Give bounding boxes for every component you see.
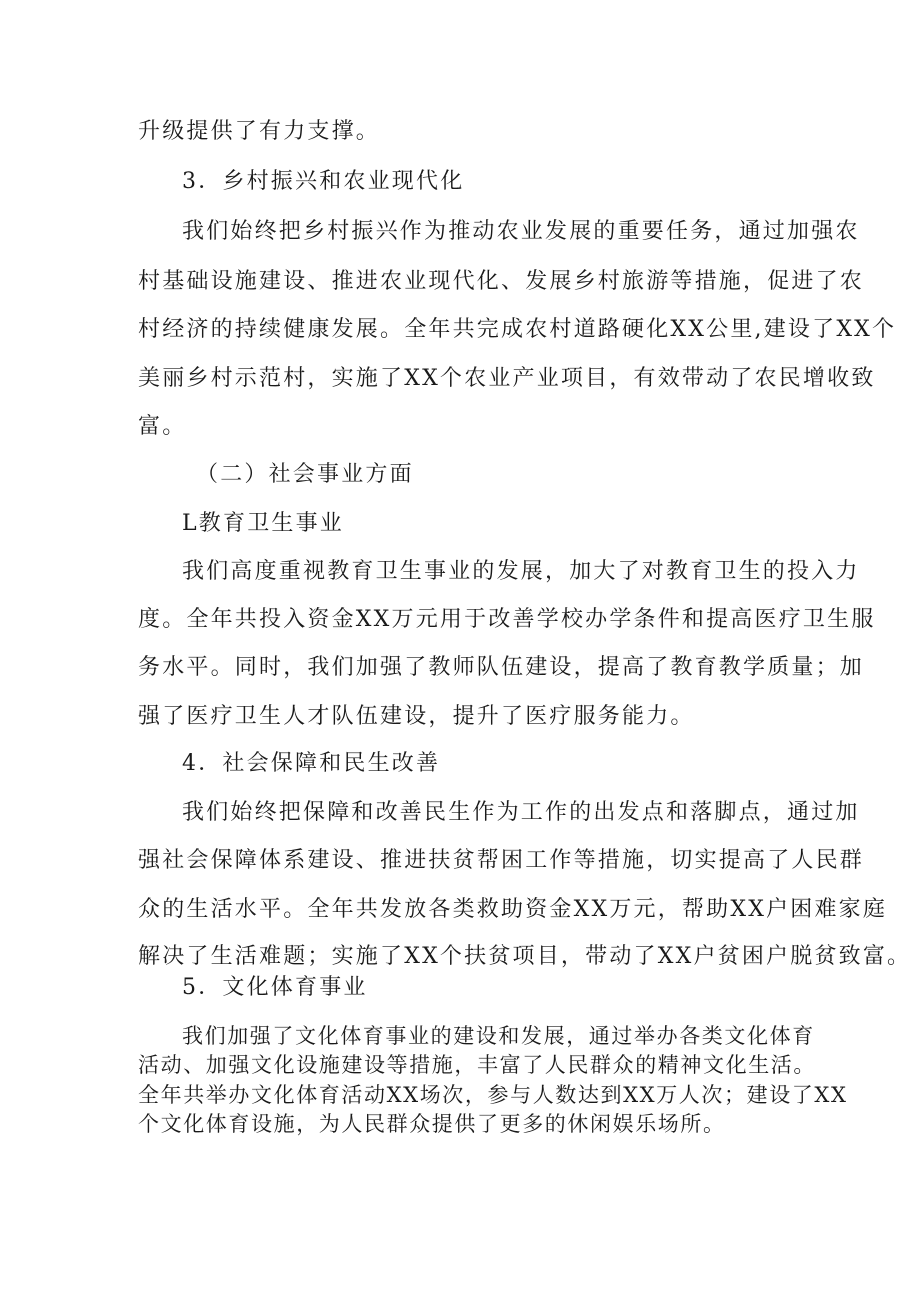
section-heading: 3．乡村振兴和农业现代化 <box>182 169 465 194</box>
text-line: 我们始终把乡村振兴作为推动农业发展的重要任务，通过加强农 <box>182 219 860 244</box>
section-heading: 4．社会保障和民生改善 <box>182 751 441 776</box>
text-line: 全年共举办文化体育活动XX场次，参与人数达到XX万人次；建设了XX <box>138 1083 848 1107</box>
text-line: 美丽乡村示范村，实施了XX个农业产业项目，有效带动了农民增收致 <box>138 366 876 391</box>
text-line: 务水平。同时，我们加强了教师队伍建设，提高了教育教学质量；加 <box>138 655 865 680</box>
section-heading: L教育卫生事业 <box>182 511 345 536</box>
text-line: 活动、加强文化设施建设等措施，丰富了人民群众的精神文化生活。 <box>138 1053 816 1077</box>
section-heading: 5．文化体育事业 <box>182 975 368 1000</box>
text-line: 升级提供了有力支撑。 <box>138 119 381 144</box>
text-line: 强社会保障体系建设、推进扶贫帮困工作等措施，切实提高了人民群 <box>138 848 865 873</box>
text-line: 富。 <box>138 414 187 439</box>
text-line: 度。全年共投入资金XX万元用于改善学校办学条件和提高医疗卫生服 <box>138 607 876 632</box>
text-line: 我们加强了文化体育事业的建设和发展，通过举办各类文化体育 <box>182 1024 815 1048</box>
text-line: 强了医疗卫生人才队伍建设，提升了医疗服务能力。 <box>138 704 695 729</box>
text-line: 我们高度重视教育卫生事业的发展，加大了对教育卫生的投入力 <box>182 559 860 584</box>
text-line: 我们始终把保障和改善民生作为工作的出发点和落脚点，通过加 <box>182 800 860 825</box>
text-line: 村经济的持续健康发展。全年共完成农村道路硬化XX公里,建设了XX个 <box>138 317 897 342</box>
text-line: 解决了生活难题；实施了XX个扶贫项目，带动了XX户贫困户脱贫致富。 <box>138 944 912 969</box>
text-line: 村基础设施建设、推进农业现代化、发展乡村旅游等措施，促进了农 <box>138 269 865 294</box>
section-heading: （二）社会事业方面 <box>196 462 414 487</box>
text-line: 个文化体育设施，为人民群众提供了更多的休闲娱乐场所。 <box>138 1112 726 1136</box>
text-line: 众的生活水平。全年共发放各类救助资金XX万元，帮助XX户困难家庭 <box>138 897 888 922</box>
